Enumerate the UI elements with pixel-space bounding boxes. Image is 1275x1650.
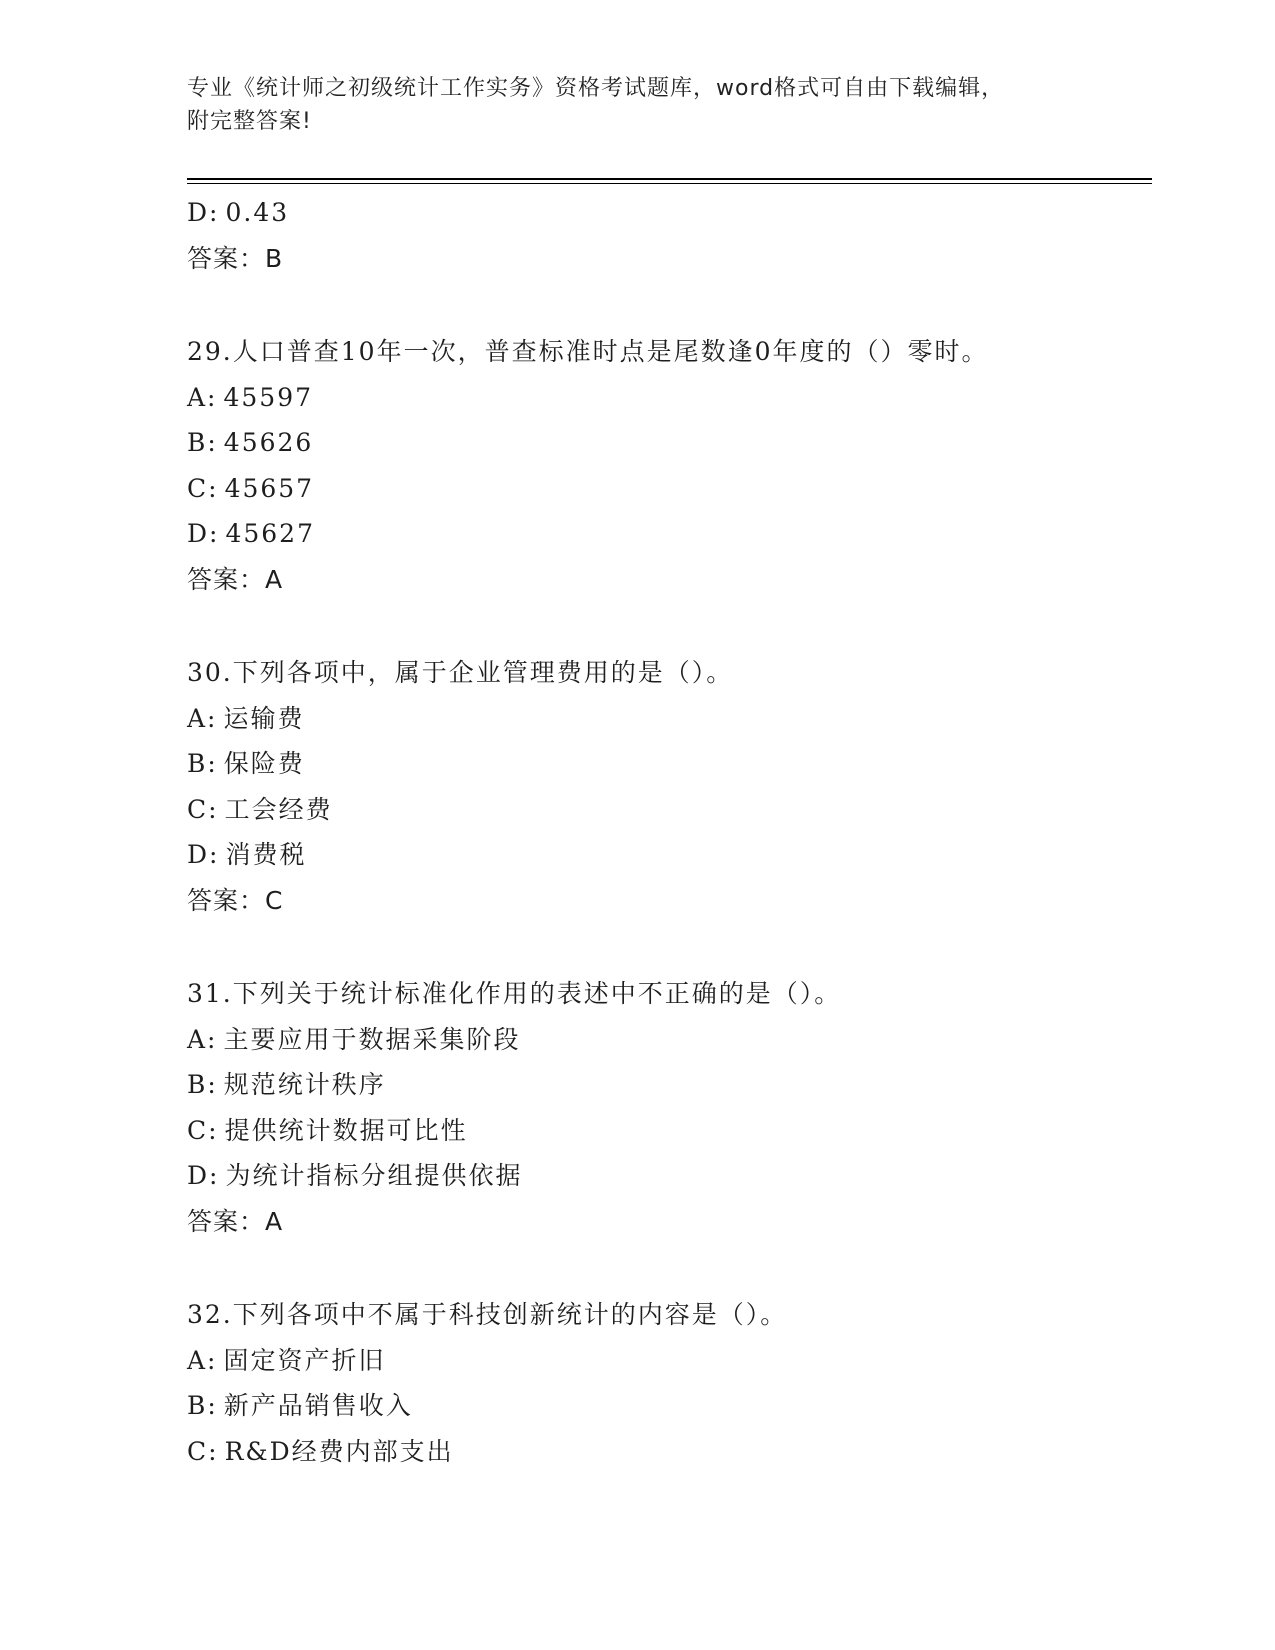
- option-d: [187, 511, 1152, 557]
- document-header: [187, 72, 1087, 138]
- option-key: B:: [187, 749, 218, 778]
- option-text: 保险费: [223, 749, 305, 778]
- option-b: [187, 420, 1152, 466]
- option-text: R&D经费内部支出: [224, 1436, 454, 1466]
- question-stem: 30.下列各项中，属于企业管理费用的是（）。: [187, 658, 734, 687]
- option-text: 新产品销售收入: [223, 1391, 413, 1420]
- prev-option-d: [187, 190, 1152, 236]
- option-d: [187, 1153, 1152, 1199]
- option-key: D:: [187, 1161, 220, 1190]
- header-divider-thin: [187, 183, 1152, 184]
- answer: 答案：A: [187, 564, 284, 594]
- option-c: [187, 466, 1152, 512]
- option-a: [187, 1017, 1152, 1063]
- option-b: [187, 1383, 1152, 1429]
- option-key: D:: [187, 519, 220, 548]
- prev-answer: 答案：B: [187, 243, 284, 273]
- header-line-1: 专业《统计师之初级统计工作实务》资格考试题库，word格式可自由下载编辑，: [187, 76, 1005, 101]
- option-d: [187, 832, 1152, 878]
- option-key: D:: [187, 840, 220, 869]
- option-text: 45657: [224, 473, 315, 503]
- answer: 答案：A: [187, 1206, 284, 1236]
- option-text: 0.43: [225, 198, 290, 227]
- option-key: C:: [187, 1115, 219, 1145]
- option-c: [187, 787, 1152, 833]
- question-stem: 29.人口普查10年一次，普查标准时点是尾数逢0年度的（）零时。: [187, 337, 989, 366]
- option-key: A:: [187, 1024, 218, 1054]
- option-c: [187, 1429, 1152, 1475]
- option-text: 固定资产折旧: [223, 1345, 386, 1375]
- option-key: D:: [187, 198, 220, 227]
- option-text: 为统计指标分组提供依据: [225, 1161, 523, 1190]
- option-text: 工会经费: [224, 794, 333, 824]
- option-text: 运输费: [223, 703, 305, 733]
- option-key: A:: [187, 382, 218, 412]
- option-text: 规范统计秩序: [223, 1070, 386, 1099]
- question-stem: 32.下列各项中不属于科技创新统计的内容是（）。: [187, 1300, 788, 1329]
- option-text: 提供统计数据可比性: [224, 1115, 468, 1145]
- option-a: [187, 375, 1152, 421]
- question-content: [187, 190, 1152, 1474]
- option-key: A:: [187, 703, 218, 733]
- option-key: C:: [187, 794, 219, 824]
- header-line-2: 附完整答案!: [187, 109, 312, 134]
- option-key: C:: [187, 473, 219, 503]
- option-text: 消费税: [225, 840, 307, 869]
- option-b: [187, 1062, 1152, 1108]
- option-text: 45627: [225, 519, 315, 548]
- option-text: 45597: [223, 382, 314, 412]
- option-a: [187, 1338, 1152, 1384]
- option-b: [187, 741, 1152, 787]
- option-text: 45626: [223, 428, 314, 457]
- option-text: 主要应用于数据采集阶段: [223, 1024, 521, 1054]
- option-key: C:: [187, 1436, 219, 1466]
- question-stem: 31.下列关于统计标准化作用的表述中不正确的是（）。: [187, 979, 842, 1008]
- option-key: B:: [187, 1391, 218, 1420]
- option-a: [187, 696, 1152, 742]
- option-key: B:: [187, 428, 218, 457]
- option-key: A:: [187, 1345, 218, 1375]
- option-key: B:: [187, 1070, 218, 1099]
- option-c: [187, 1108, 1152, 1154]
- header-divider-thick: [187, 178, 1152, 180]
- answer: 答案：C: [187, 885, 284, 915]
